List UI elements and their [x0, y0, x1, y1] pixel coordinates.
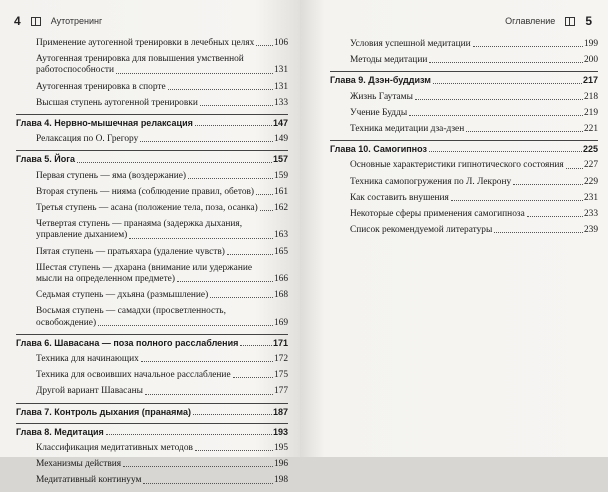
dot-leader [140, 141, 273, 142]
toc-entry-label: Жизнь Гаутамы [350, 91, 413, 102]
toc-entry [330, 177, 598, 188]
toc-entry [330, 193, 598, 204]
toc-entry [16, 82, 288, 93]
toc-entry [330, 225, 598, 236]
dot-leader [193, 414, 272, 415]
toc-page-number: 200 [583, 55, 598, 66]
toc-entry-label: Релаксация по О. Грегору [36, 134, 139, 145]
dot-leader [145, 394, 273, 395]
dot-leader [77, 162, 272, 163]
toc-page-number: 165 [273, 246, 288, 257]
dot-leader [129, 238, 273, 239]
toc-entry-label: Техника для освоивших начальное расслабление [36, 370, 231, 381]
right-toc [330, 39, 598, 241]
dot-leader [200, 105, 273, 106]
toc-page-number: 193 [272, 426, 288, 437]
dot-leader [494, 232, 583, 233]
left-toc [16, 38, 288, 492]
dot-leader [473, 46, 583, 47]
toc-page-number: 175 [273, 370, 288, 381]
toc-entry-label: Глава 5. Йога [16, 154, 76, 165]
toc-page-number: 218 [583, 91, 598, 102]
toc-entry-label: Другой вариант Шавасаны [36, 386, 143, 397]
toc-entry-label: Некоторые сферы применения самогипноза [350, 209, 525, 220]
dot-leader [513, 184, 583, 185]
toc-entry-label: Техника самопогружения по Л. Лекрону [350, 176, 512, 187]
toc-page-number: 177 [273, 386, 288, 397]
toc-entry [16, 386, 288, 397]
toc-entry [16, 171, 288, 182]
toc-entry [330, 39, 598, 50]
toc-entry [330, 92, 598, 103]
right-running-head: Оглавление [505, 16, 556, 26]
toc-entry-label: Глава 8. Медитация [16, 426, 104, 437]
toc-entry [330, 124, 598, 135]
toc-page-number: 159 [273, 170, 288, 181]
toc-entry [16, 38, 288, 49]
toc-entry-label: Применение аутогенной тренировки в лечебных целях [36, 38, 255, 48]
dot-leader [233, 377, 273, 378]
toc-page-number: 157 [272, 154, 288, 165]
toc-entry-label: Учение Будды [350, 107, 408, 118]
toc-entry [16, 443, 288, 454]
left-page [0, 0, 300, 486]
toc-entry-label: управление дыханием) [36, 230, 128, 241]
left-page-number: 4 [14, 14, 21, 28]
dot-leader [527, 216, 583, 217]
left-running-head: Аутотренинг [50, 16, 103, 26]
dot-leader [433, 83, 582, 84]
book-icon [565, 17, 575, 26]
dot-leader [240, 345, 272, 346]
toc-entry [16, 459, 288, 470]
toc-page-number: 221 [583, 124, 598, 135]
dot-leader [256, 45, 273, 46]
toc-page-number: 187 [272, 406, 288, 417]
dot-leader [143, 483, 272, 484]
toc-entry-label: Вторая ступень — нияма (соблюдение правил, обетов) [36, 186, 255, 197]
toc-entry-label: Методы медитации [350, 55, 428, 66]
dot-leader [466, 131, 583, 132]
toc-entry [330, 160, 598, 171]
toc-entry-label: Классификация медитативных методов [36, 443, 193, 454]
toc-entry [16, 98, 288, 109]
toc-page-number: 161 [273, 186, 288, 197]
toc-page-number: 196 [273, 459, 288, 470]
toc-entry [16, 306, 288, 328]
toc-entry-label: Пятая ступень — пратьяхара (удаление чувств) [36, 246, 225, 257]
toc-entry-label: Третья ступень — асана (положение тела, поза, осанка) [36, 203, 258, 214]
toc-entry-label-line: Шестая ступень — дхарана (внимание или удержание [36, 262, 253, 273]
toc-chapter-entry [16, 150, 288, 165]
toc-entry-label: освобождение) [36, 317, 97, 328]
toc-chapter-entry [16, 114, 288, 129]
toc-page-number: 231 [583, 192, 598, 203]
dot-leader [141, 361, 273, 362]
toc-entry-label: работоспособности [36, 65, 115, 76]
toc-entry [16, 263, 288, 285]
toc-entry-label: Глава 7. Контроль дыхания (пранаяма) [16, 406, 191, 417]
dot-leader [256, 194, 273, 195]
toc-entry-label: Механизмы действия [36, 459, 122, 470]
toc-entry [16, 54, 288, 76]
toc-page-number: 147 [272, 118, 288, 129]
toc-page-number: 219 [583, 107, 598, 118]
dot-leader [116, 73, 273, 74]
toc-page-number: 133 [273, 97, 288, 108]
toc-entry-label: Техника для начинающих [36, 354, 139, 365]
dot-leader [177, 281, 273, 282]
toc-page-number: 233 [583, 209, 598, 220]
toc-page-number: 227 [583, 160, 598, 171]
dot-leader [123, 466, 273, 467]
toc-entry-label-line: Аутогенная тренировка для повышения умственной [36, 54, 244, 65]
toc-page-number: 166 [273, 274, 288, 285]
toc-chapter-entry [330, 71, 598, 86]
right-running-header [505, 14, 592, 28]
toc-page-number: 131 [273, 81, 288, 92]
toc-page-number: 163 [273, 230, 288, 241]
toc-entry-label: Глава 4. Нервно-мышечная релаксация [16, 118, 193, 129]
toc-entry [330, 108, 598, 119]
toc-entry-label: Аутогенная тренировка в спорте [36, 81, 166, 92]
toc-entry-label: Медитативный континуум [36, 475, 142, 486]
toc-page-number: 162 [273, 203, 288, 214]
toc-page-number: 131 [273, 65, 288, 76]
right-page [300, 0, 608, 457]
dot-leader [227, 254, 273, 255]
book-icon [31, 17, 41, 26]
toc-entry-label: Условия успешной медитации [350, 39, 471, 49]
toc-entry-label: Глава 6. Шавасана — поза полного расслабления [16, 337, 239, 348]
left-running-header [14, 14, 102, 28]
dot-leader [106, 434, 272, 435]
toc-entry-label: Основные характеристики гипнотического состояния [350, 160, 564, 171]
toc-chapter-entry [16, 403, 288, 418]
toc-chapter-entry [16, 334, 288, 349]
toc-entry [330, 209, 598, 220]
toc-page-number: 217 [582, 75, 598, 86]
dot-leader [210, 297, 273, 298]
dot-leader [168, 89, 273, 90]
toc-entry-label: Высшая ступень аутогенной тренировки [36, 97, 198, 108]
toc-entry [16, 247, 288, 258]
toc-entry-label: мысли на определенном предмете) [36, 274, 175, 285]
toc-entry [330, 55, 598, 66]
toc-entry-label: Седьмая ступень — дхьяна (размышление) [36, 290, 209, 301]
toc-chapter-entry [330, 140, 598, 155]
toc-entry-label: Список рекомендуемой литературы [350, 225, 493, 236]
toc-entry-label: Первая ступень — яма (воздержание) [36, 170, 187, 181]
toc-page-number: 239 [583, 225, 598, 236]
toc-page-number: 199 [583, 39, 598, 49]
toc-page-number: 106 [273, 38, 288, 48]
dot-leader [98, 325, 273, 326]
toc-entry-label-line: Восьмая ступень — самадхи (просветленность, [36, 306, 226, 317]
toc-page-number: 195 [273, 443, 288, 454]
dot-leader [451, 200, 583, 201]
dot-leader [188, 178, 273, 179]
dot-leader [195, 450, 273, 451]
toc-entry [16, 354, 288, 365]
dot-leader [195, 125, 272, 126]
toc-page-number: 225 [582, 144, 598, 155]
toc-entry [16, 475, 288, 486]
toc-page-number: 171 [272, 337, 288, 348]
toc-page-number: 198 [273, 475, 288, 486]
right-page-number: 5 [585, 14, 592, 28]
toc-entry-label: Глава 9. Дзэн-буддизм [330, 75, 431, 86]
dot-leader [409, 115, 583, 116]
toc-chapter-entry [16, 423, 288, 438]
toc-entry-label-line: Четвертая ступень — пранаяма (задержка дыхания, [36, 219, 243, 230]
toc-page-number: 229 [583, 176, 598, 187]
dot-leader [415, 99, 583, 100]
toc-entry [16, 203, 288, 214]
toc-page-number: 172 [273, 354, 288, 365]
toc-entry-label: Техника медитации дза-дзен [350, 124, 465, 135]
dot-leader [260, 210, 273, 211]
toc-entry [16, 219, 288, 241]
toc-page-number: 169 [273, 317, 288, 328]
toc-page-number: 149 [273, 134, 288, 145]
dot-leader [429, 62, 583, 63]
toc-page-number: 168 [273, 290, 288, 301]
toc-entry [16, 187, 288, 198]
toc-entry [16, 290, 288, 301]
dot-leader [566, 168, 583, 169]
toc-entry-label: Глава 10. Самогипноз [330, 144, 427, 155]
toc-entry-label: Как составить внушения [350, 192, 449, 203]
toc-entry [16, 370, 288, 381]
toc-entry [16, 134, 288, 145]
dot-leader [429, 151, 582, 152]
